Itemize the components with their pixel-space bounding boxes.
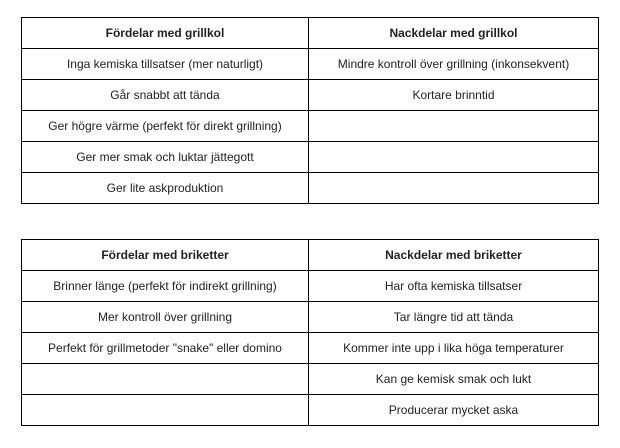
disadvantage-cell xyxy=(309,173,599,204)
advantage-cell: Ger högre värme (perfekt för direkt grillning) xyxy=(22,111,309,142)
table-header-row xyxy=(22,18,599,49)
table-row xyxy=(22,271,599,302)
advantage-cell: Ger mer smak och luktar jättegott xyxy=(22,142,309,173)
briketter-comparison-table xyxy=(21,239,599,426)
disadvantage-cell: Kortare brinntid xyxy=(309,80,599,111)
advantage-cell: Mer kontroll över grillning xyxy=(22,302,309,333)
table-header-row xyxy=(22,240,599,271)
disadvantage-cell: Mindre kontroll över grillning (inkonsekvent) xyxy=(309,49,599,80)
table-row xyxy=(22,173,599,204)
disadvantage-cell: Har ofta kemiska tillsatser xyxy=(309,271,599,302)
table-row xyxy=(22,80,599,111)
disadvantage-cell: Kommer inte upp i lika höga temperaturer xyxy=(309,333,599,364)
advantage-cell xyxy=(22,395,309,426)
advantage-cell: Ger lite askproduktion xyxy=(22,173,309,204)
advantage-cell xyxy=(22,364,309,395)
table-row xyxy=(22,333,599,364)
disadvantage-cell xyxy=(309,142,599,173)
disadvantage-cell xyxy=(309,111,599,142)
advantage-cell: Perfekt för grillmetoder "snake" eller domino xyxy=(22,333,309,364)
table-row xyxy=(22,142,599,173)
table-row xyxy=(22,395,599,426)
grillkol-comparison-table xyxy=(21,17,599,204)
column-header-advantages: Fördelar med briketter xyxy=(22,240,309,271)
advantage-cell: Brinner länge (perfekt för indirekt grillning) xyxy=(22,271,309,302)
column-header-advantages: Fördelar med grillkol xyxy=(22,18,309,49)
table-row xyxy=(22,364,599,395)
table-row xyxy=(22,49,599,80)
table-row xyxy=(22,111,599,142)
advantage-cell: Går snabbt att tända xyxy=(22,80,309,111)
column-header-disadvantages: Nackdelar med grillkol xyxy=(309,18,599,49)
disadvantage-cell: Producerar mycket aska xyxy=(309,395,599,426)
table-row xyxy=(22,302,599,333)
disadvantage-cell: Tar längre tid att tända xyxy=(309,302,599,333)
disadvantage-cell: Kan ge kemisk smak och lukt xyxy=(309,364,599,395)
advantage-cell: Inga kemiska tillsatser (mer naturligt) xyxy=(22,49,309,80)
column-header-disadvantages: Nackdelar med briketter xyxy=(309,240,599,271)
